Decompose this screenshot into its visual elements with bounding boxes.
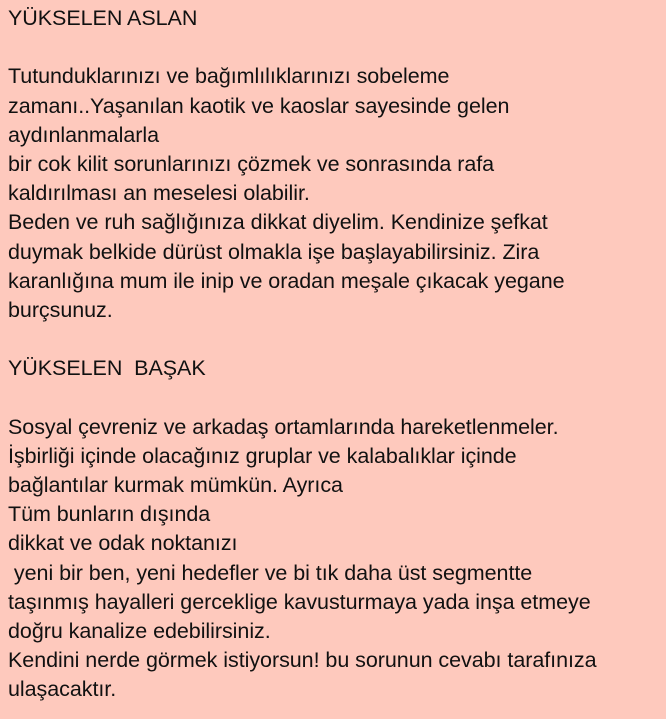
text-line: Beden ve ruh sağlığınıza dikkat diyelim. Kendinize şefkat <box>8 210 548 235</box>
text-line: ulaşacaktır. <box>8 677 117 702</box>
text-line: bir cok kilit sorunlarınızı çözmek ve sonrasında rafa <box>8 151 495 176</box>
text-line: Tüm bunların dışında <box>8 502 211 527</box>
text-line: doğru kanalize edebilirsiniz. <box>8 618 271 643</box>
text-line: yeni bir ben, yeni hedefler ve bi tık daha üst segmentte <box>8 560 533 585</box>
text-line: karanlığına mum ile inip ve oradan meşale çıkacak yegane <box>8 268 565 293</box>
section-heading-basak: YÜKSELEN BAŞAK <box>8 356 206 381</box>
text-line: Sosyal çevreniz ve arkadaş ortamlarında hareketlenmeler. <box>8 414 559 439</box>
text-line: dikkat ve odak noktanızı <box>8 531 238 556</box>
section-heading-aslan: YÜKSELEN ASLAN <box>8 6 198 30</box>
blank-line <box>8 383 666 412</box>
text-line: zamanı..Yaşanılan kaotik ve kaoslar sayesinde gelen <box>8 93 510 118</box>
blank-line <box>8 325 666 354</box>
text-line: burçsunuz. <box>8 297 113 322</box>
text-line: duymak belkide dürüst olmakla işe başlayabilirsiniz. Zira <box>8 239 540 264</box>
text-line: İşbirliği içinde olacağınız gruplar ve kalabalıklar içinde <box>8 443 517 468</box>
text-line: aydınlanmalarla <box>8 122 160 147</box>
text-line: taşınmış hayalleri gerceklige kavusturmaya yada inşa etmeye <box>8 589 591 614</box>
text-line: Kendini nerde görmek istiyorsun! bu sorunun cevabı tarafınıza <box>8 648 597 673</box>
text-line: Tutunduklarınızı ve bağımlılıklarınızı sobeleme <box>8 64 450 89</box>
text-line: bağlantılar kurmak mümkün. Ayrıca <box>8 473 343 497</box>
text-line: kaldırılması an meselesi olabilir. <box>8 181 310 206</box>
blank-line <box>8 33 666 62</box>
